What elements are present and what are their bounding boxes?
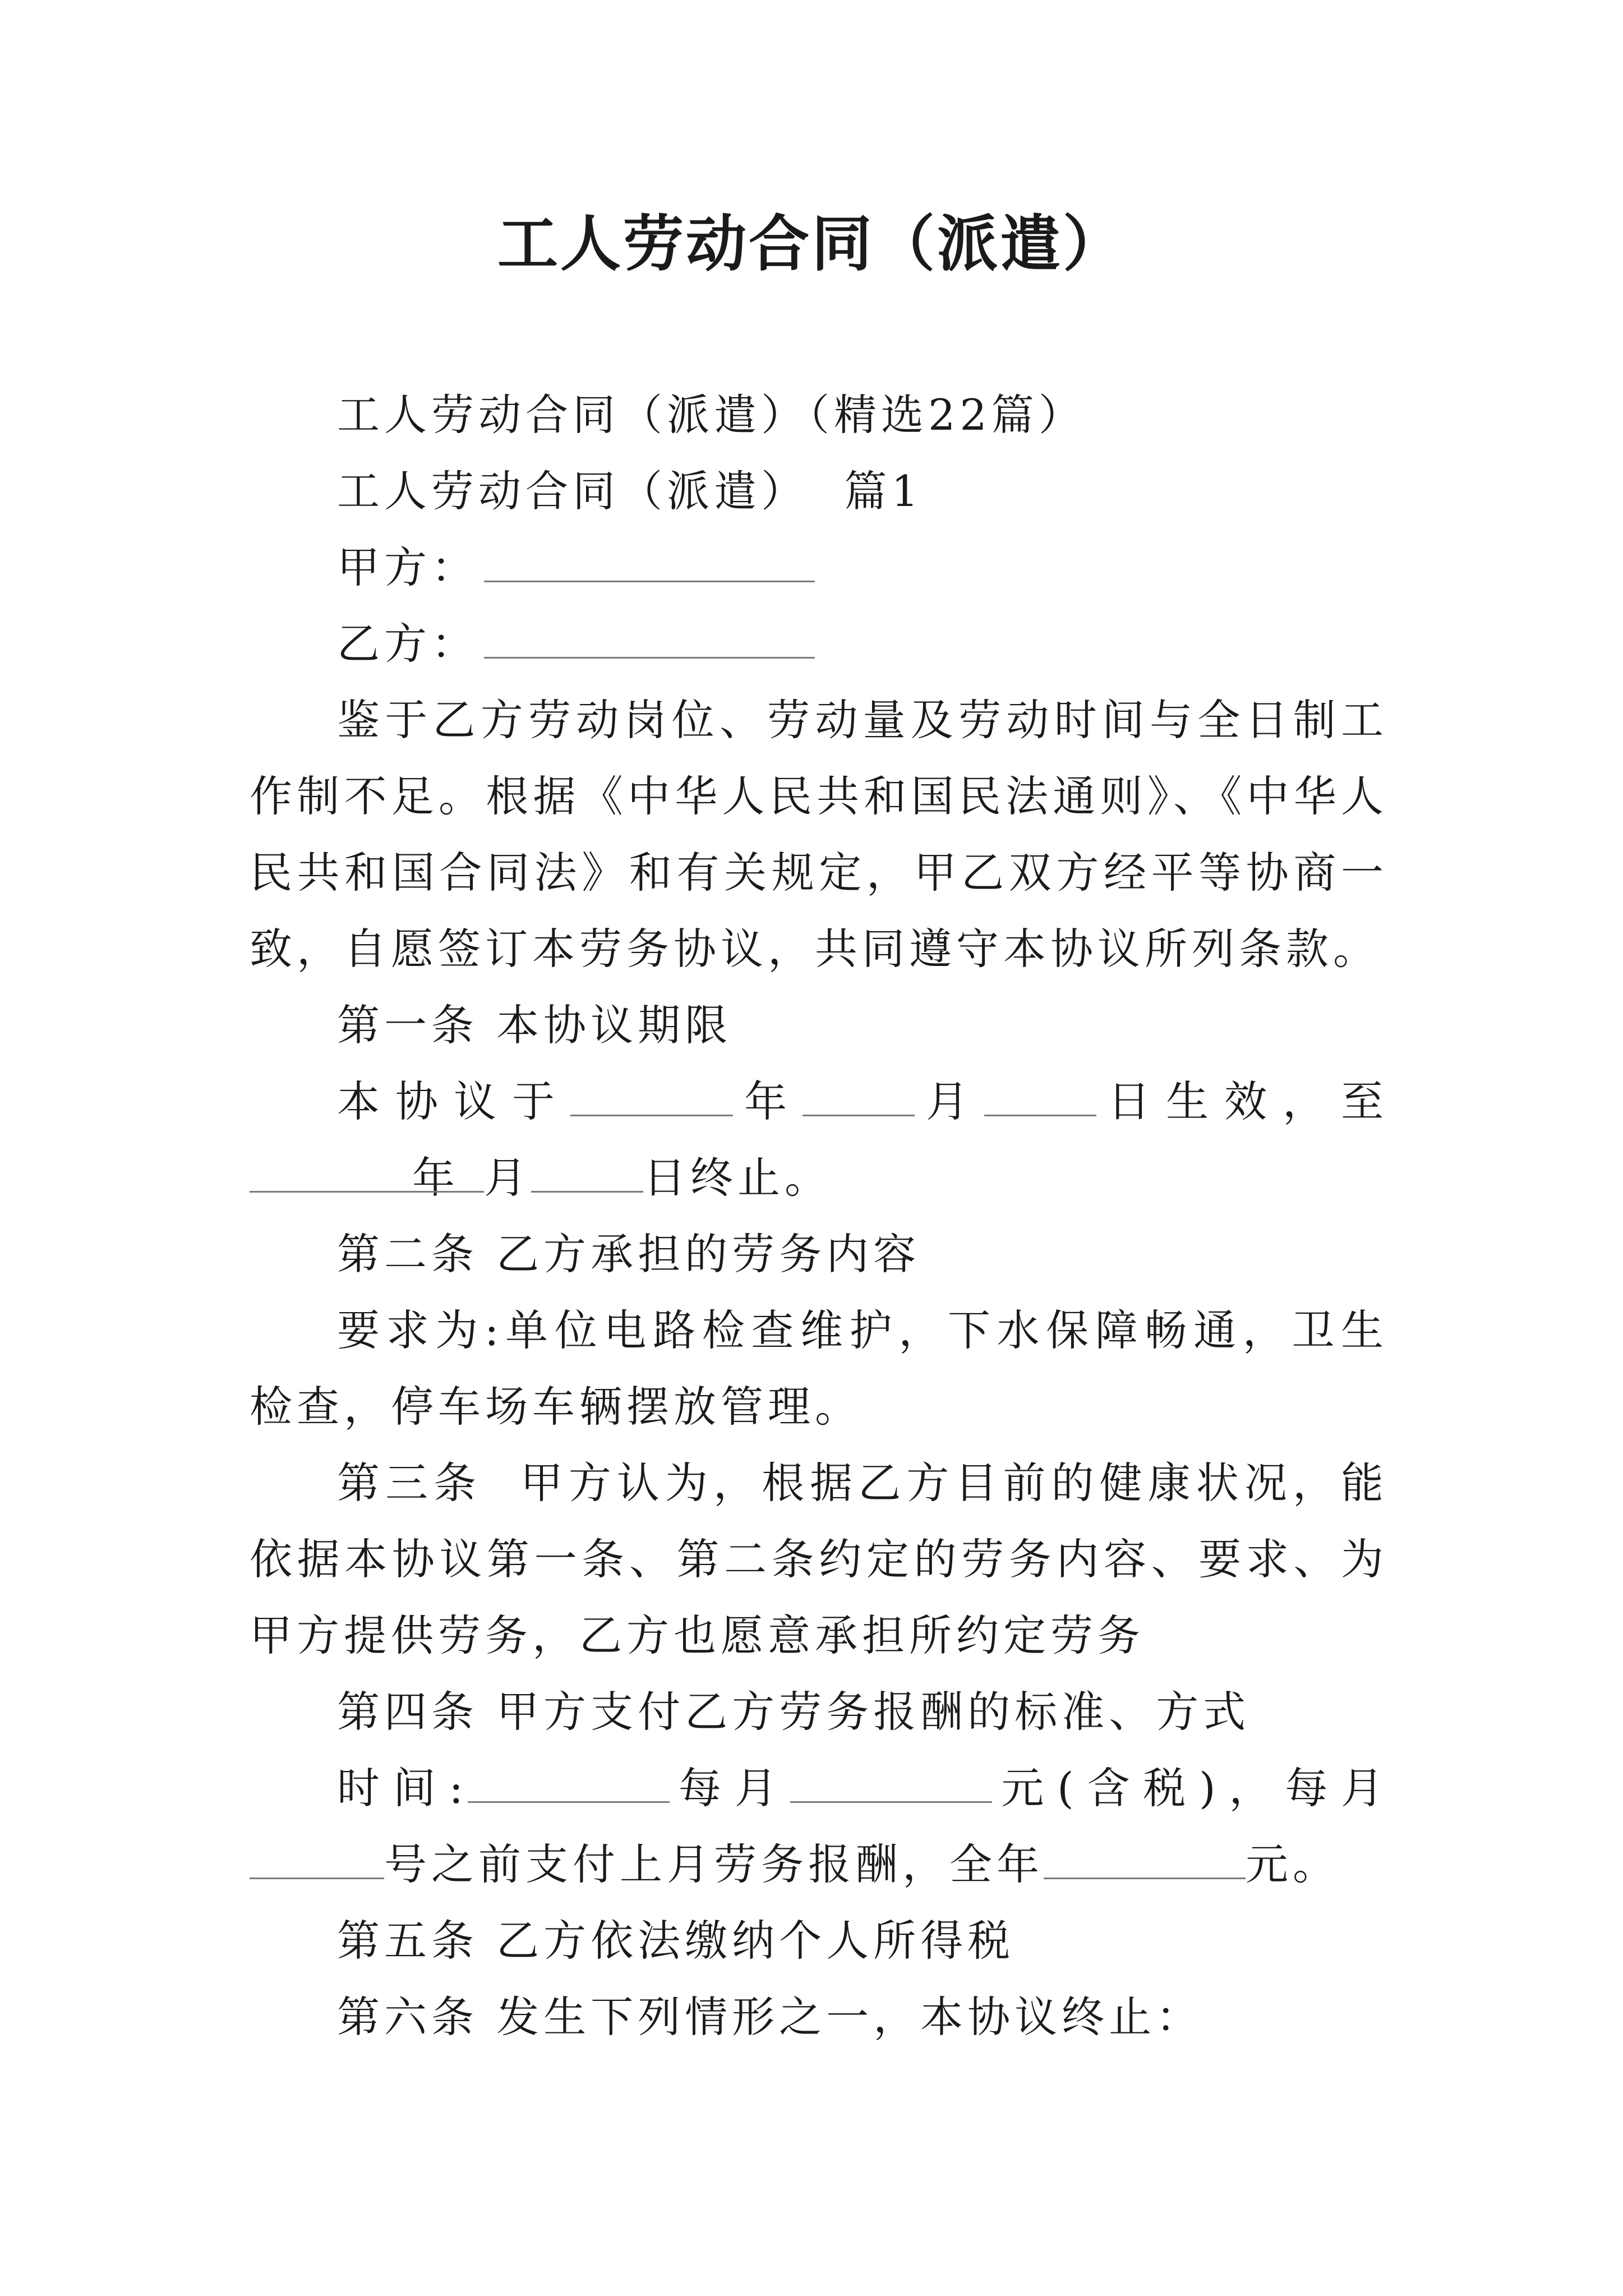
party-b-blank <box>484 618 815 659</box>
article2-heading: 第二条 乙方承担的劳务内容 <box>337 1229 921 1279</box>
article3-paragraph: 第三条 甲方认为，根据乙方目前的健康状况，能依据本协议第一条、第二条约定的劳务内容、要求、为甲方提供劳务，乙方也愿意承担所约定劳务 <box>250 1458 1388 1660</box>
annual-amount-blank <box>1044 1838 1246 1879</box>
article4-paragraph <box>250 1750 1388 1903</box>
party-b-label: 乙方： <box>337 619 478 669</box>
article4-yuan-tax: 元(含税)，每月 <box>992 1763 1388 1813</box>
article1-month2: 月 <box>484 1153 531 1203</box>
preamble-paragraph: 鉴于乙方劳动岗位、劳动量及劳动时间与全日制工作制不足。根据《中华人民共和国民法通则》、《中华人民共和国合同法》和有关规定，甲乙双方经平等协商一致，自愿签订本劳务协议，共同遵守本协议所列条款。 <box>250 695 1388 974</box>
pay-day-blank <box>250 1838 384 1879</box>
article1-heading: 第一条 本协议期限 <box>337 1000 732 1050</box>
end-day-blank <box>531 1152 643 1193</box>
document-body <box>250 377 1388 2055</box>
article4-heading: 第四条 甲方支付乙方劳务报酬的标准、方式 <box>337 1687 1251 1737</box>
end-month-blank <box>372 1152 484 1193</box>
article2-paragraph: 要求为:单位电路检查维护，下水保障畅通，卫生检查，停车场车辆摆放管理。 <box>250 1305 1388 1432</box>
document-title: 工人劳动合同（派遣） <box>497 209 1126 279</box>
article1-prefix: 本协议于 <box>337 1076 570 1126</box>
document-subtitle: 工人劳动合同（派遣）（精选22篇） <box>337 390 1086 440</box>
party-a-blank <box>484 541 815 582</box>
article5-heading: 第五条 乙方依法缴纳个人所得税 <box>337 1916 1015 1966</box>
pay-time-blank <box>468 1762 670 1803</box>
party-b-line <box>250 606 1388 682</box>
article4-prefix: 时间: <box>337 1763 468 1813</box>
start-day-blank <box>984 1075 1096 1116</box>
article1-day-effective: 日生效，至 <box>1096 1076 1388 1126</box>
article4-yuan: 元。 <box>1246 1839 1340 1889</box>
party-a-label: 甲方： <box>337 542 478 592</box>
article1-paragraph <box>250 1064 1388 1216</box>
article1-month: 月 <box>915 1076 984 1126</box>
monthly-amount-blank <box>790 1762 992 1803</box>
start-month-blank <box>803 1075 915 1116</box>
article4-monthly: 每月 <box>670 1763 791 1813</box>
section-heading-text: 工人劳动合同（派遣） 篇1 <box>337 466 923 516</box>
start-year-blank <box>570 1075 733 1116</box>
article1-year2: 年 <box>412 1153 459 1203</box>
section-heading <box>250 453 1388 530</box>
party-a-line <box>250 530 1388 606</box>
article1-day-end: 日终止。 <box>643 1153 832 1203</box>
article4-before-pay: 号之前支付上月劳务报酬，全年 <box>384 1839 1044 1889</box>
article1-year: 年 <box>733 1076 803 1126</box>
article6-heading: 第六条 发生下列情形之一，本协议终止： <box>337 1992 1204 2042</box>
